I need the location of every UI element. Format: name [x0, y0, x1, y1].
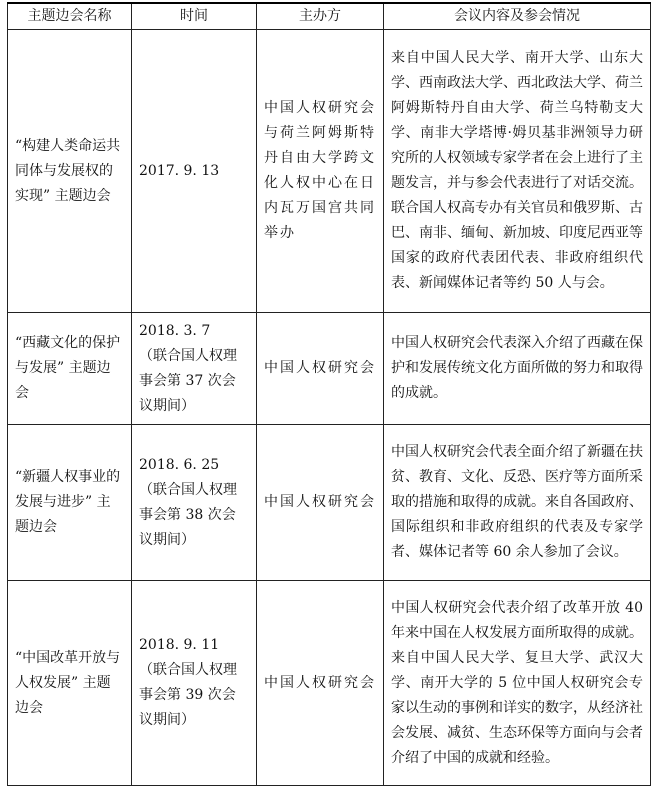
header-time: 时间: [132, 3, 257, 30]
event-time-cell: [132, 313, 257, 425]
event-date: 2018. 6. 25: [139, 456, 220, 473]
event-date: 2018. 9. 11: [139, 637, 220, 653]
header-content: 会议内容及参会情况: [384, 3, 651, 30]
event-name-cell: “新疆人权事业的发展与进步” 主题边会: [8, 425, 132, 581]
side-events-table: [7, 2, 651, 786]
event-time-cell: [132, 30, 257, 313]
header-host: 主办方: [257, 3, 384, 30]
event-host-cell: 中国人权研究会: [257, 313, 384, 425]
event-host-cell: 中国人权研究会: [257, 581, 384, 786]
table-row: [8, 581, 651, 786]
table-row: [8, 313, 651, 425]
event-host-cell: 中国人权研究会: [257, 425, 384, 581]
event-content-cell: 中国人权研究会代表全面介绍了新疆在扶贫、教育、文化、反恐、医疗等方面所采取的措施和取得的成就。来自各国政府、国际组织和非政府组织的代表及专家学者、媒体记者等 60 余人参加了会议。: [384, 425, 651, 581]
event-date: 2017. 9. 13: [139, 162, 220, 179]
event-host-cell: 中国人权研究会与荷兰阿姆斯特丹自由大学跨文化人权中心在日内瓦万国宫共同举办: [257, 30, 384, 313]
event-date-note: （联合国人权理事会第 37 次会议期间）: [139, 347, 237, 414]
table-header-row: [8, 3, 651, 30]
event-name-cell: “西藏文化的保护与发展” 主题边会: [8, 313, 132, 425]
event-date-note: （联合国人权理事会第 38 次会议期间）: [139, 481, 237, 548]
event-time-cell: [132, 425, 257, 581]
event-date-note: （联合国人权理事会第 39 次会议期间）: [139, 662, 237, 728]
event-content-cell: 中国人权研究会代表深入介绍了西藏在保护和发展传统文化方面所做的努力和取得的成就。: [384, 313, 651, 425]
event-content-cell: 来自中国人民大学、南开大学、山东大学、西南政法大学、西北政法大学、荷兰阿姆斯特丹自由大学、荷兰乌特勒支大学、南非大学塔博·姆贝基非洲领导力研究所的人权领域专家学者在会上进行了主题发言，并与参会代表进行了对话交流。联合国人权高专办有关官员和俄罗斯、古巴、南非、缅甸、新加坡、印度尼西亚等国家的政府代表团代表、非政府组织代表、新闻媒体记者等约 50 人与会。: [384, 30, 651, 313]
event-date: 2018. 3. 7: [139, 322, 211, 339]
table-row: [8, 425, 651, 581]
table-row: [8, 30, 651, 313]
event-name-cell: “构建人类命运共同体与发展权的实现” 主题边会: [8, 30, 132, 313]
event-time-cell: [132, 581, 257, 786]
header-event-name: 主题边会名称: [8, 3, 132, 30]
event-name-cell: “中国改革开放与人权发展” 主题边会: [8, 581, 132, 786]
event-content-cell: 中国人权研究会代表介绍了改革开放 40 年来中国在人权发展方面所取得的成就。来自中国人民大学、复旦大学、武汉大学、南开大学的 5 位中国人权研究会专家以生动的事例和详实的数字，从经济社会发展、减贫、生态环保等方面向与会者介绍了中国的成就和经验。: [384, 581, 651, 786]
